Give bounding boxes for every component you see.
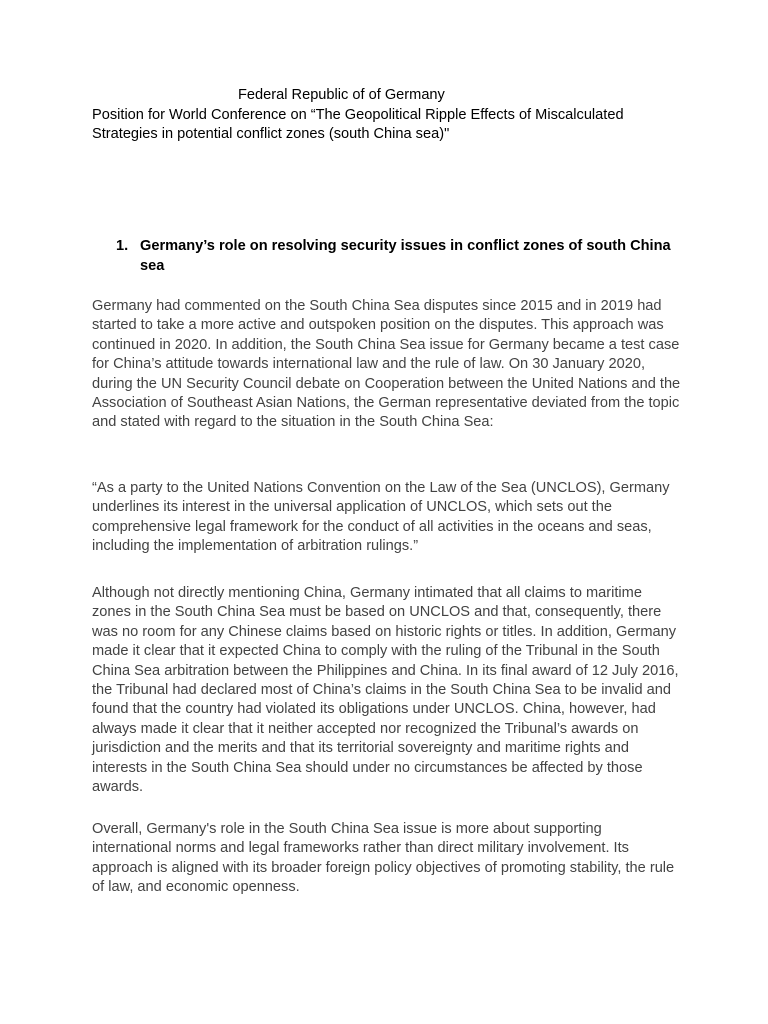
section-heading-text: Germany’s role on resolving security issues in conflict zones of south China sea xyxy=(140,238,671,274)
paragraph-quote: “As a party to the United Nations Convention on the Law of the Sea (UNCLOS), Germany underlines its interest in the universal application of UNCLOS, which sets out the comprehensive legal framework for the conduct of all activities in the oceans and seas, including the implementation of arbitration rulings.” xyxy=(92,480,670,555)
paragraph-analysis: Although not directly mentioning China, Germany intimated that all claims to maritime zones in the South China Sea must be based on UNCLOS and that, consequently, there was no room for any Chinese claims based on historic rights or titles. In addition, Germany made it clear that it expected China to comply with the ruling of the Tribunal in the South China Sea arbitration between the Philippines and China. In its final award of 12 July 2016, the Tribunal had declared most of China’s claims in the South China Sea to be invalid and found that the country had violated its obligations under UNCLOS. China, however, had always made it clear that it neither accepted nor recognized the Tribunal’s awards on jurisdiction and the merits and that its territorial sovereignty and maritime rights and interests in the South China Sea should under no circumstances be affected by those awards. xyxy=(92,585,679,796)
section-number: 1. xyxy=(116,238,129,254)
paragraph-background: Germany had commented on the South China Sea disputes since 2015 and in 2019 had started to take a more active and outspoken position on the disputes. This approach was continued in 2020. In addition, the South China Sea issue for Germany became a test case for China’s attitude towards international law and the rule of law. On 30 January 2020, during the UN Security Council debate on Cooperation between the United Nations and the Association of Southeast Asian Nations, the German representative deviated from the topic and stated with regard to the situation in the South China Sea: xyxy=(92,298,681,431)
document-title xyxy=(92,86,682,145)
section-heading xyxy=(116,237,676,276)
title-country: Federal Republic of of Germany xyxy=(238,87,445,103)
title-position: Position for World Conference on “The Geopolitical Ripple Effects of Miscalculated Strategies in potential conflict zones (south China sea)" xyxy=(92,106,624,142)
paragraph-conclusion: Overall, Germany's role in the South China Sea issue is more about supporting international norms and legal frameworks rather than direct military involvement. Its approach is aligned with its broader foreign policy objectives of promoting stability, the rule of law, and economic openness. xyxy=(92,821,675,896)
